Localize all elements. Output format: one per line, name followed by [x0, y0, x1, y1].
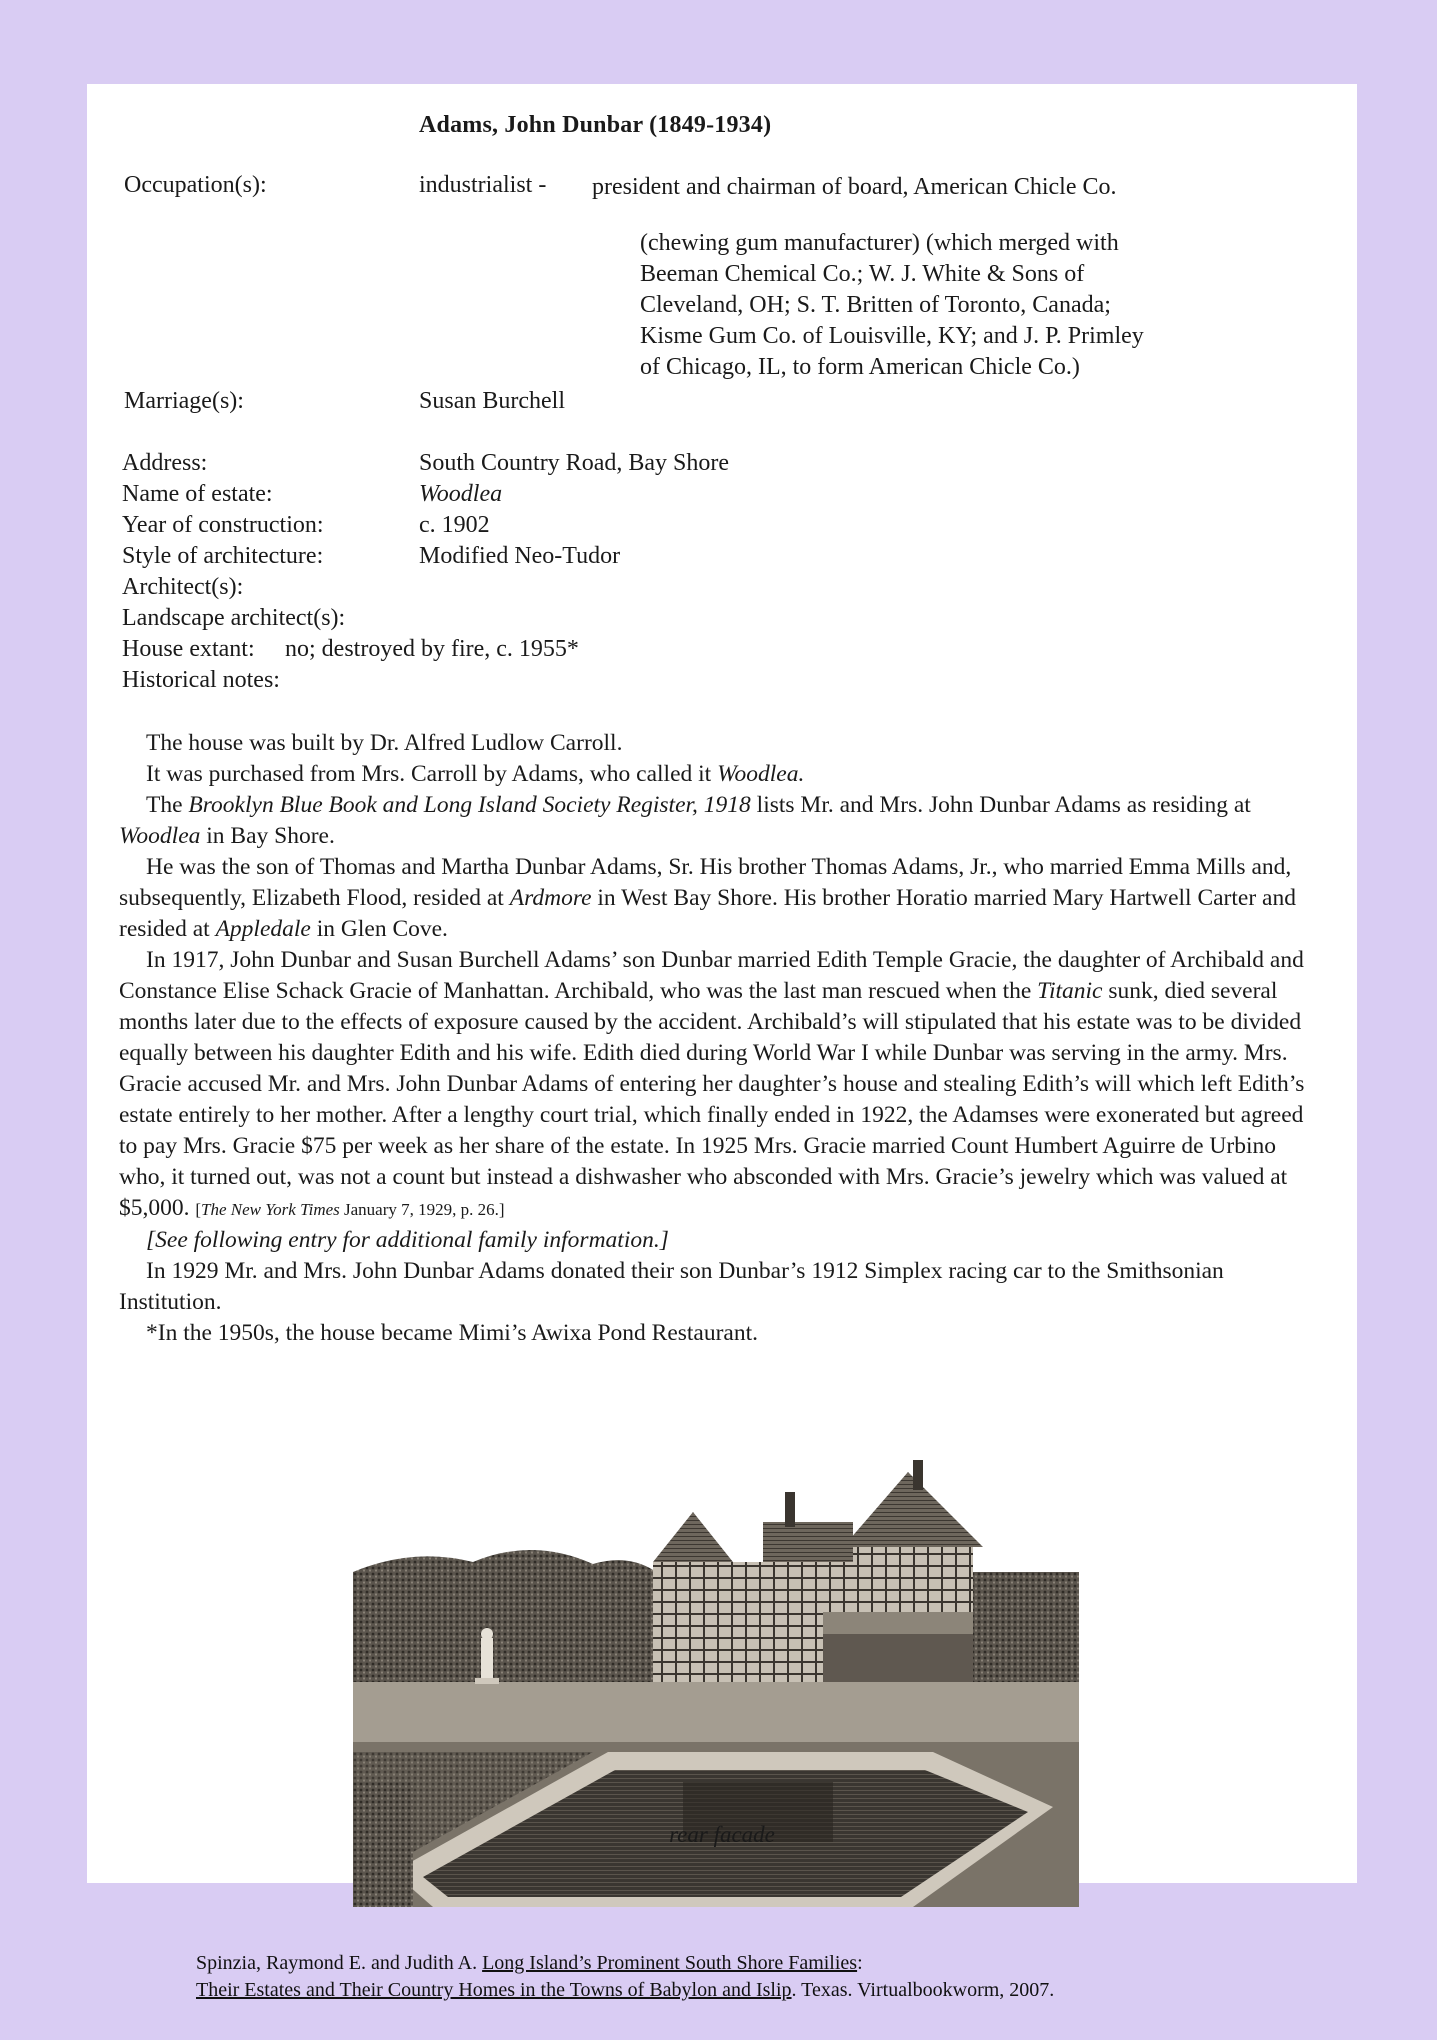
document-page — [87, 84, 1357, 1883]
citation-text: [ — [195, 1200, 202, 1219]
year-label: Year of construction: — [122, 512, 324, 538]
landscape-label: Landscape architect(s): — [122, 605, 346, 631]
note-paragraph — [119, 790, 1319, 852]
note-text: sunk, died several months later due to the effects of exposure caused by the accident. Archibald’s will stipulated that his estate was to be divided equally between his daughter Edith and his wife. Edith died during World War I while Dunbar was serving in the army. Mrs. Gracie accused Mr. and Mrs. John Dunbar Adams of entering her daughter’s house and stealing Edith’s will which left Edith’s estate entirely to her mother. After a lengthy court trial, which finally ended in 1922, the Adamses were exonerated but agreed to pay Mrs. Gracie $75 per week as her share of the estate. In 1925 Mrs. Gracie married Count Humbert Aguirre de Urbino who, it turned out, was not a count but instead a dishwasher who absconded with Mrs. Gracie’s jewelry which was valued at $5,000. — [119, 978, 1305, 1221]
citation-line-1 — [196, 1950, 1054, 1977]
extant-value: no; destroyed by fire, c. 1955* — [285, 636, 579, 662]
extant-label: House extant: — [122, 636, 255, 662]
occupation-details — [640, 228, 1144, 383]
citation-publisher: . Texas. Virtualbookworm, 2007. — [791, 1979, 1055, 2001]
note-italic: Brooklyn Blue Book and Long Island Society Register, 1918 — [188, 792, 751, 818]
note-text: He was the son of Thomas and Martha Dunbar Adams, Sr. His brother Thomas Adams, Jr., who married Emma Mills and, subsequently, Elizabeth Flood, resided at — [119, 854, 1292, 911]
note-italic: Titanic — [1037, 978, 1103, 1004]
note-paragraph — [119, 759, 1319, 790]
occupation-line: (chewing gum manufacturer) (which merged with — [640, 230, 1119, 256]
occupation-first-line: president and chairman of board, American Chicle Co. — [592, 174, 1117, 200]
architect-label: Architect(s): — [122, 574, 244, 600]
note-italic: Ardmore — [509, 885, 592, 911]
citation-source: The New York Times — [201, 1200, 340, 1219]
citation-text: January 7, 1929, p. 26.] — [339, 1200, 505, 1219]
photo-caption: rear facade — [669, 1822, 775, 1847]
entry-title: Adams, John Dunbar (1849-1934) — [419, 112, 772, 138]
note-paragraph: [See following entry for additional family information.] — [146, 1227, 669, 1253]
year-value: c. 1902 — [419, 512, 490, 538]
citation-book-subtitle: Their Estates and Their Country Homes in the Towns of Babylon and Islip — [196, 1979, 792, 2001]
note-paragraph — [119, 852, 1319, 945]
occupation-category: industrialist - — [419, 172, 547, 198]
historical-notes — [119, 728, 1319, 1349]
note-italic: Appledale — [215, 916, 311, 942]
style-value: Modified Neo-Tudor — [419, 543, 621, 569]
note-text: In 1917, John Dunbar and Susan Burchell Adams’ son Dunbar married Edith Temple Gracie, the daughter of Archibald and Constance Elise Schack Gracie of Manhattan. Archibald, who was the last man rescued when the — [119, 947, 1304, 1004]
note-text: in Bay Shore. — [200, 823, 335, 849]
marriage-label: Marriage(s): — [124, 388, 244, 414]
notes-label: Historical notes: — [122, 667, 280, 693]
note-text: The — [146, 792, 189, 818]
note-text: lists Mr. and Mrs. John Dunbar Adams as residing at — [750, 792, 1251, 818]
citation-line-2 — [196, 1977, 1054, 2004]
note-paragraph: The house was built by Dr. Alfred Ludlow Carroll. — [146, 730, 623, 756]
citation-book-title: Long Island’s Prominent South Shore Families — [482, 1952, 858, 1974]
note-paragraph — [119, 945, 1319, 1225]
note-paragraph: In 1929 Mr. and Mrs. John Dunbar Adams donated their son Dunbar’s 1912 Simplex racing car to the Smithsonian Institution. — [119, 1258, 1224, 1315]
note-paragraph: *In the 1950s, the house became Mimi’s Awixa Pond Restaurant. — [146, 1320, 759, 1346]
citation — [195, 1200, 504, 1219]
note-text: It was purchased from Mrs. Carroll by Adams, who called it — [146, 761, 718, 787]
estate-value: Woodlea — [419, 481, 503, 507]
occupation-line: Beeman Chemical Co.; W. J. White & Sons of — [640, 261, 1085, 287]
note-italic: Woodlea. — [717, 761, 805, 787]
occupation-line: of Chicago, IL, to form American Chicle Co.) — [640, 354, 1080, 380]
note-text: in Glen Cove. — [310, 916, 448, 942]
occupation-line: Cleveland, OH; S. T. Britten of Toronto, Canada; — [640, 292, 1111, 318]
source-citation — [196, 1950, 1054, 2004]
occupation-line: Kisme Gum Co. of Louisville, KY; and J. P. Primley — [640, 323, 1144, 349]
style-label: Style of architecture: — [122, 543, 324, 569]
address-value: South Country Road, Bay Shore — [419, 450, 729, 476]
note-italic: Woodlea — [119, 823, 201, 849]
note-text: in West Bay Shore. His brother Horatio married Mary Hartwell Carter and resided at — [119, 885, 1296, 942]
citation-authors: Spinzia, Raymond E. and Judith A. — [196, 1952, 483, 1974]
occupation-label: Occupation(s): — [124, 172, 267, 198]
address-label: Address: — [122, 450, 208, 476]
marriage-value: Susan Burchell — [419, 388, 565, 414]
estate-label: Name of estate: — [122, 481, 273, 507]
citation-punct: : — [857, 1952, 863, 1974]
